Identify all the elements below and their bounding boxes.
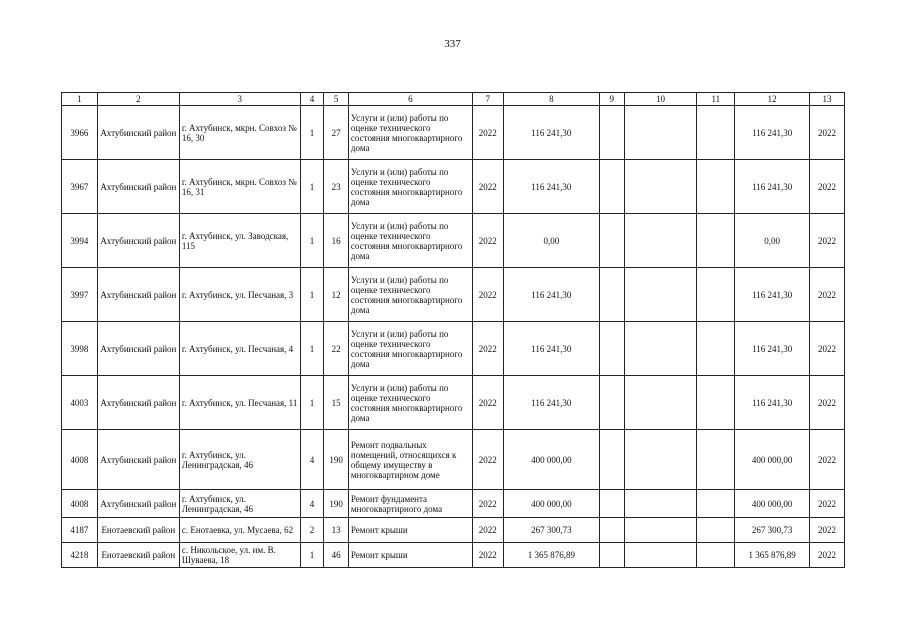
- cell-col10: [624, 160, 697, 214]
- cell-district: Енотаевский район: [97, 518, 179, 543]
- cell-col10: [624, 106, 697, 160]
- cell-cost: 1 365 876,89: [503, 543, 599, 568]
- cell-year: 2022: [472, 322, 503, 376]
- cell-cost: 116 241,30: [503, 322, 599, 376]
- cell-col11: [697, 322, 735, 376]
- cell-year: 2022: [472, 518, 503, 543]
- cell-number: 3967: [62, 160, 98, 214]
- cell-col10: [624, 490, 697, 518]
- cell-col4: 1: [300, 214, 324, 268]
- column-header: 5: [324, 93, 349, 106]
- cell-address: с. Никольское, ул. им. В. Шуваева, 18: [179, 543, 300, 568]
- cell-address: г. Ахтубинск, мкрн. Совхоз № 16, 30: [179, 106, 300, 160]
- cell-address: г. Ахтубинск, ул. Ленинградская, 46: [179, 430, 300, 490]
- table-row: [62, 214, 845, 268]
- cell-col9: [599, 160, 624, 214]
- cell-col11: [697, 214, 735, 268]
- column-header: 11: [697, 93, 735, 106]
- column-header: 1: [62, 93, 98, 106]
- cell-col12: 116 241,30: [735, 376, 810, 430]
- cell-col13: 2022: [810, 322, 845, 376]
- cell-col5: 15: [324, 376, 349, 430]
- cell-year: 2022: [472, 268, 503, 322]
- cell-col5: 12: [324, 268, 349, 322]
- cell-col5: 13: [324, 518, 349, 543]
- cell-col11: [697, 106, 735, 160]
- cell-number: 3966: [62, 106, 98, 160]
- cell-col12: 400 000,00: [735, 430, 810, 490]
- cell-number: 4008: [62, 490, 98, 518]
- cell-col9: [599, 268, 624, 322]
- cell-district: Ахтубинский район: [97, 268, 179, 322]
- cell-work-type: Услуги и (или) работы по оценке технического состояния многоквартирного дома: [348, 106, 472, 160]
- cell-address: г. Ахтубинск, ул. Песчаная, 4: [179, 322, 300, 376]
- cell-number: 3998: [62, 322, 98, 376]
- cell-col4: 1: [300, 376, 324, 430]
- cell-number: 4218: [62, 543, 98, 568]
- cell-col9: [599, 490, 624, 518]
- column-header: 13: [810, 93, 845, 106]
- cell-cost: 400 000,00: [503, 430, 599, 490]
- cell-district: Ахтубинский район: [97, 376, 179, 430]
- cell-work-type: Услуги и (или) работы по оценке технического состояния многоквартирного дома: [348, 376, 472, 430]
- cell-year: 2022: [472, 106, 503, 160]
- cell-col10: [624, 214, 697, 268]
- cell-col4: 1: [300, 268, 324, 322]
- cell-district: Ахтубинский район: [97, 106, 179, 160]
- page-number: 337: [444, 38, 461, 50]
- cell-col10: [624, 268, 697, 322]
- column-header: 4: [300, 93, 324, 106]
- cell-col13: 2022: [810, 376, 845, 430]
- cell-address: г. Ахтубинск, мкрн. Совхоз № 16, 31: [179, 160, 300, 214]
- table-row: [62, 160, 845, 214]
- cell-col10: [624, 518, 697, 543]
- cell-col11: [697, 268, 735, 322]
- cell-col12: 116 241,30: [735, 268, 810, 322]
- cell-work-type: Ремонт крыши: [348, 543, 472, 568]
- column-header: 2: [97, 93, 179, 106]
- cell-col11: [697, 543, 735, 568]
- column-header: 7: [472, 93, 503, 106]
- cell-cost: 267 300,73: [503, 518, 599, 543]
- cell-col4: 1: [300, 322, 324, 376]
- cell-col9: [599, 376, 624, 430]
- cell-number: 3997: [62, 268, 98, 322]
- cell-col13: 2022: [810, 160, 845, 214]
- table-row: [62, 518, 845, 543]
- cell-work-type: Услуги и (или) работы по оценке технического состояния многоквартирного дома: [348, 214, 472, 268]
- cell-number: 4008: [62, 430, 98, 490]
- column-header: 10: [624, 93, 697, 106]
- cell-col13: 2022: [810, 543, 845, 568]
- cell-address: г. Ахтубинск, ул. Песчаная, 11: [179, 376, 300, 430]
- cell-col9: [599, 518, 624, 543]
- header-row: [62, 93, 845, 106]
- cell-col13: 2022: [810, 490, 845, 518]
- table-row: [62, 376, 845, 430]
- column-header: 8: [503, 93, 599, 106]
- cell-col9: [599, 214, 624, 268]
- cell-district: Ахтубинский район: [97, 160, 179, 214]
- table-row: [62, 322, 845, 376]
- cell-col4: 4: [300, 490, 324, 518]
- table-row: [62, 543, 845, 568]
- cell-work-type: Ремонт подвальных помещений, относящихся к общему имуществу в многоквартирном доме: [348, 430, 472, 490]
- cell-col5: 23: [324, 160, 349, 214]
- cell-number: 3994: [62, 214, 98, 268]
- cell-col4: 1: [300, 160, 324, 214]
- cell-address: с. Енотаевка, ул. Мусаева, 62: [179, 518, 300, 543]
- cell-col10: [624, 322, 697, 376]
- cell-cost: 116 241,30: [503, 268, 599, 322]
- cell-number: 4187: [62, 518, 98, 543]
- cell-col4: 2: [300, 518, 324, 543]
- cell-col4: 1: [300, 106, 324, 160]
- cell-col5: 16: [324, 214, 349, 268]
- cell-col12: 116 241,30: [735, 322, 810, 376]
- cell-col5: 190: [324, 490, 349, 518]
- cell-col12: 400 000,00: [735, 490, 810, 518]
- table-row: [62, 490, 845, 518]
- table-row: [62, 106, 845, 160]
- cell-work-type: Услуги и (или) работы по оценке технического состояния многоквартирного дома: [348, 322, 472, 376]
- cell-col5: 22: [324, 322, 349, 376]
- cell-col11: [697, 160, 735, 214]
- cell-year: 2022: [472, 490, 503, 518]
- cell-col9: [599, 106, 624, 160]
- cell-col13: 2022: [810, 268, 845, 322]
- cell-district: Ахтубинский район: [97, 430, 179, 490]
- register-table: [61, 92, 845, 568]
- table-row: [62, 430, 845, 490]
- cell-col4: 4: [300, 430, 324, 490]
- cell-number: 4003: [62, 376, 98, 430]
- cell-col13: 2022: [810, 430, 845, 490]
- cell-col4: 1: [300, 543, 324, 568]
- cell-col11: [697, 518, 735, 543]
- cell-year: 2022: [472, 214, 503, 268]
- cell-year: 2022: [472, 430, 503, 490]
- cell-col13: 2022: [810, 214, 845, 268]
- cell-address: г. Ахтубинск, ул. Ленинградская, 46: [179, 490, 300, 518]
- cell-work-type: Услуги и (или) работы по оценке технического состояния многоквартирного дома: [348, 268, 472, 322]
- cell-cost: 400 000,00: [503, 490, 599, 518]
- cell-col5: 27: [324, 106, 349, 160]
- cell-work-type: Услуги и (или) работы по оценке технического состояния многоквартирного дома: [348, 160, 472, 214]
- cell-col11: [697, 490, 735, 518]
- cell-col11: [697, 430, 735, 490]
- cell-work-type: Ремонт фундамента многоквартирного дома: [348, 490, 472, 518]
- cell-district: Ахтубинский район: [97, 214, 179, 268]
- table-row: [62, 268, 845, 322]
- cell-district: Ахтубинский район: [97, 490, 179, 518]
- cell-col12: 116 241,30: [735, 160, 810, 214]
- cell-year: 2022: [472, 160, 503, 214]
- cell-col10: [624, 543, 697, 568]
- cell-year: 2022: [472, 376, 503, 430]
- cell-cost: 116 241,30: [503, 160, 599, 214]
- cell-col10: [624, 376, 697, 430]
- cell-col9: [599, 543, 624, 568]
- cell-cost: 116 241,30: [503, 376, 599, 430]
- cell-col12: 267 300,73: [735, 518, 810, 543]
- column-header: 12: [735, 93, 810, 106]
- cell-col13: 2022: [810, 106, 845, 160]
- cell-col5: 190: [324, 430, 349, 490]
- cell-col10: [624, 430, 697, 490]
- cell-col13: 2022: [810, 518, 845, 543]
- column-header: 9: [599, 93, 624, 106]
- column-header: 3: [179, 93, 300, 106]
- cell-address: г. Ахтубинск, ул. Песчаная, 3: [179, 268, 300, 322]
- cell-year: 2022: [472, 543, 503, 568]
- cell-col9: [599, 430, 624, 490]
- cell-cost: 116 241,30: [503, 106, 599, 160]
- cell-col12: 116 241,30: [735, 106, 810, 160]
- cell-col12: 0,00: [735, 214, 810, 268]
- cell-work-type: Ремонт крыши: [348, 518, 472, 543]
- cell-col12: 1 365 876,89: [735, 543, 810, 568]
- cell-col5: 46: [324, 543, 349, 568]
- cell-cost: 0,00: [503, 214, 599, 268]
- cell-col11: [697, 376, 735, 430]
- cell-address: г. Ахтубинск, ул. Заводская, 115: [179, 214, 300, 268]
- cell-district: Енотаевский район: [97, 543, 179, 568]
- column-header: 6: [348, 93, 472, 106]
- cell-col9: [599, 322, 624, 376]
- cell-district: Ахтубинский район: [97, 322, 179, 376]
